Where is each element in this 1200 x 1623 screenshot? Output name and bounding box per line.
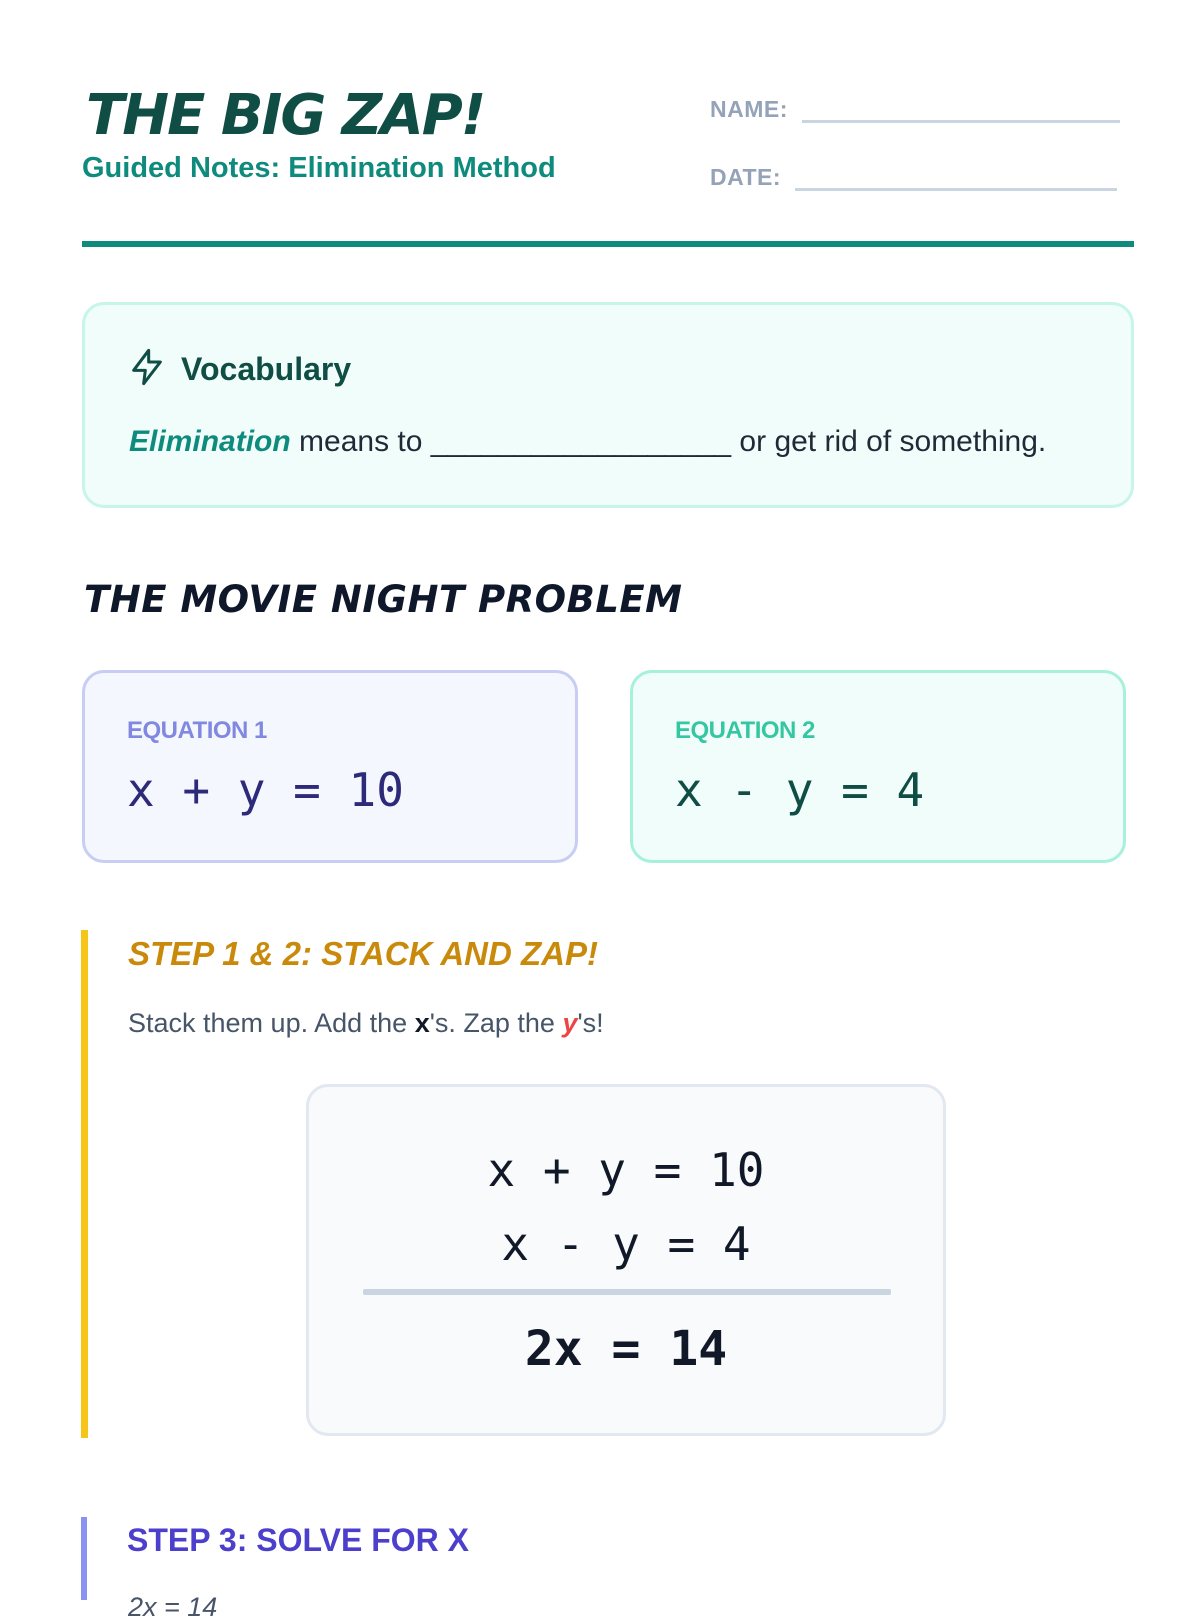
equation-1-label: EQUATION 1 (127, 717, 267, 744)
step-1-2-instructions (128, 1008, 604, 1039)
instructions-part-1: Stack them up. Add the (128, 1008, 415, 1038)
date-blank-line[interactable] (795, 165, 1117, 191)
equation-1-card (82, 670, 578, 863)
definition-blank[interactable]: __________________ (430, 425, 732, 458)
date-label: DATE: (710, 164, 782, 190)
date-field-row (710, 164, 1117, 191)
step-3-text: 2x = 14 (128, 1592, 218, 1622)
vocabulary-card (82, 302, 1134, 508)
equation-2-label: EQUATION 2 (675, 717, 815, 744)
name-blank-line[interactable] (802, 97, 1120, 123)
vocabulary-term: Elimination (129, 425, 291, 458)
definition-text-before: means to (290, 425, 431, 458)
problem-title: THE MOVIE NIGHT PROBLEM (84, 578, 683, 621)
step-1-2-title: STEP 1 & 2: STACK AND ZAP! (128, 935, 598, 972)
step-3-accent-bar (81, 1517, 87, 1600)
instructions-y: y (562, 1008, 578, 1038)
stacked-equation-1: x + y = 10 (487, 1143, 765, 1197)
instructions-part-2: 's. Zap the (429, 1008, 563, 1038)
sum-divider-line (363, 1289, 891, 1295)
equation-1-expression: x + y = 10 (127, 763, 404, 817)
elimination-work-box (306, 1084, 946, 1436)
equation-2-card (630, 670, 1126, 863)
header-divider (82, 241, 1134, 247)
name-field-row (710, 96, 1120, 123)
instructions-x: x (414, 1008, 430, 1038)
vocabulary-heading-row (127, 347, 351, 392)
step-3-title: STEP 3: SOLVE FOR X (127, 1522, 469, 1558)
stacked-equation-2: x - y = 4 (501, 1217, 751, 1271)
step-1-2-accent-bar (81, 930, 88, 1438)
sum-result: 2x = 14 (524, 1321, 728, 1377)
equation-2-expression: x - y = 4 (675, 763, 925, 817)
lightning-bolt-icon (127, 347, 167, 392)
vocabulary-heading: Vocabulary (181, 351, 352, 387)
worksheet-subtitle: Guided Notes: Elimination Method (82, 152, 556, 184)
worksheet-title: THE BIG ZAP! (86, 83, 485, 148)
name-label: NAME: (710, 96, 788, 122)
instructions-part-3: 's! (577, 1008, 604, 1038)
definition-text-after: or get rid of something. (731, 425, 1047, 458)
vocabulary-definition (129, 425, 1046, 459)
